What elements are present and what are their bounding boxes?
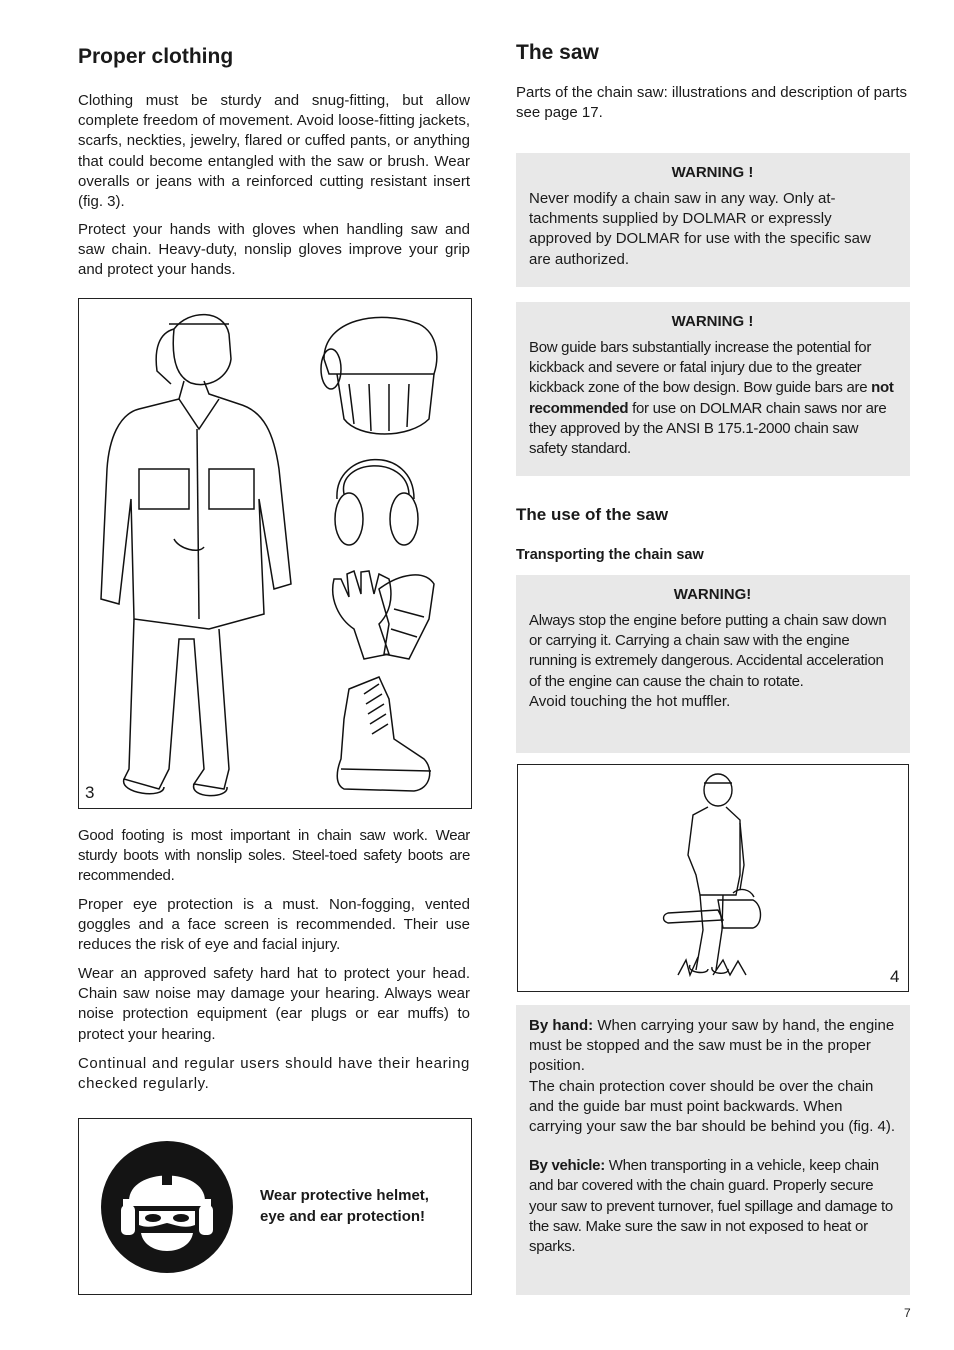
not-recommended-emphasis: not recommended (529, 379, 894, 417)
hard-hat-paragraph: Wear an approved safety hard hat to protect your head. Chain saw noise may damage your hearing. Always wear noise protection equipment (ear plugs or ear muffs) to protect your hearing. (78, 965, 470, 1043)
warning-text-3b: Avoid touching the hot muffler. (529, 692, 731, 710)
by-vehicle-paragraph: By vehicle: When transporting in a vehicle, keep chain and bar covered with the chain guard. Properly secure your saw to prevent turnover, fuel spillage and damage to the saw. Make sure the saw in not exposed to heat or sparks. (529, 1157, 893, 1256)
proper-clothing-heading: Proper clothing (78, 45, 234, 68)
carrying-saw-illustration (518, 765, 908, 991)
the-saw-heading: The saw (516, 41, 599, 64)
by-hand-paragraph-2: The chain protection cover should be over the chain and the guide bar must point backwards. When carrying your saw the bar should be behind you (fig. 4). (529, 1077, 896, 1136)
figure-4-box (517, 764, 909, 992)
clothing-paragraph: Clothing must be sturdy and snug-fitting, but allow complete freedom of movement. Avoid loose-fitting jackets, scarfs, neckties, jewelry, flared or cuffed pants, or anything that could become entangled with the saw or brush. Wear overalls or jeans with a reinforced cutting resistant insert (fig. 3). (78, 92, 470, 211)
eye-protection-paragraph: Proper eye protection is a must. Non-fogging, vented goggles and a face screen is recommended. Their use reduces the risk of eye and facial injury. (78, 896, 470, 954)
warning-box-1 (516, 153, 910, 287)
ppe-caption-line-2: eye and ear protection! (260, 1208, 426, 1225)
ppe-caption (260, 1185, 429, 1227)
hearing-check-paragraph: Continual and regular users should have their hearing checked regularly. (78, 1055, 470, 1093)
by-hand-paragraph: By hand: When carrying your saw by hand, the engine must be stopped and the saw must be in the proper position. (529, 1017, 895, 1075)
warning-title-1: WARNING ! (671, 164, 754, 181)
ppe-pictogram-icon (99, 1139, 235, 1275)
by-hand-label: By hand: (529, 1017, 594, 1034)
transport-info-box (516, 1005, 910, 1295)
ppe-caption-line-1: Wear protective helmet, (260, 1187, 429, 1204)
footing-paragraph: Good footing is most important in chain saw work. Wear sturdy boots with nonslip soles. Steel-toed safety boots are recommended. (78, 827, 470, 885)
page-number: 7 (904, 1306, 911, 1320)
warning-text-2: Bow guide bars substantially increase the potential for kickback and severe or fatal injury due to the greater kickback zone of the bow design. Bow guide bars are not recommended for use on DOLMAR chain saws nor are they approved by the ANSI B 175.1-2000 chain saw safety standard. (529, 339, 894, 458)
figure-3-number: 3 (85, 783, 95, 802)
use-of-saw-heading: The use of the saw (516, 505, 669, 524)
warning-box-2 (516, 302, 910, 476)
warning-title-2: WARNING ! (671, 313, 754, 330)
transporting-heading: Transporting the chain saw (516, 547, 704, 563)
figure-4-number: 4 (890, 967, 900, 986)
warning-box-3 (516, 575, 910, 753)
figure-3-box (78, 298, 472, 809)
warning-text-3: Always stop the engine before putting a chain saw down or carrying it. Carrying a chain saw with the engine running is extremely dangerous. Accidental acceleration of the engine can cause the chain to rotate. (529, 612, 887, 690)
warning-text-1: Never modify a chain saw in any way. Only at-tachments supplied by DOLMAR or expressly approved by DOLMAR for use with the specific saw are authorized. (529, 190, 871, 268)
by-vehicle-label: By vehicle: (529, 1157, 605, 1175)
protective-clothing-illustration (79, 299, 471, 808)
gloves-paragraph: Protect your hands with gloves when handling saw and saw chain. Heavy-duty, nonslip gloves improve your grip and protect your hands. (78, 221, 470, 279)
ppe-sign-box (78, 1118, 472, 1295)
warning-title-3: WARNING! (673, 586, 752, 603)
saw-intro-paragraph: Parts of the chain saw: illustrations and description of parts see page 17. (516, 84, 908, 122)
